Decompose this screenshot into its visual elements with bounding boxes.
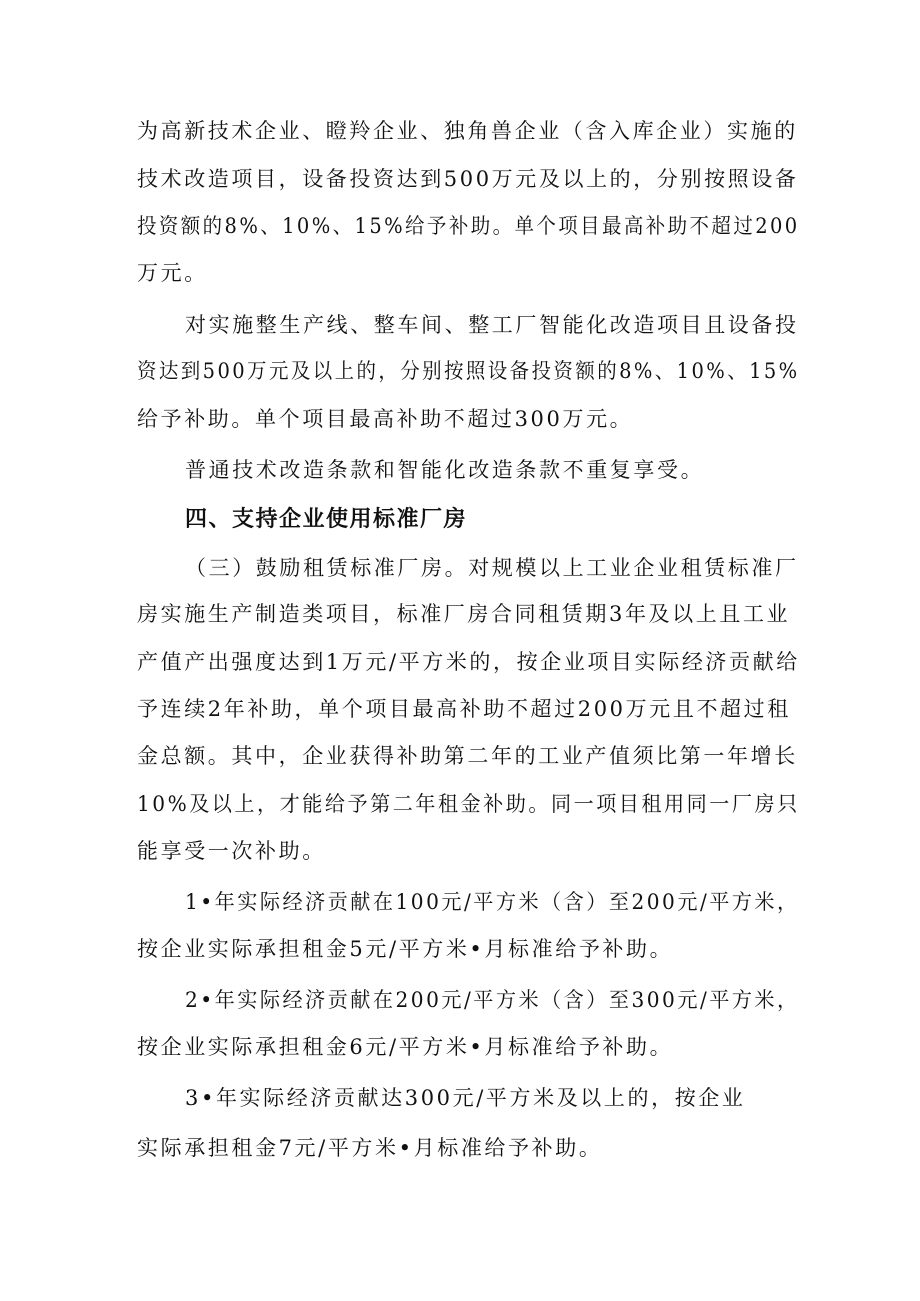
paragraph-4-line-4: 予连续2年补助，单个项目最高补助不超过200万元且不超过租: [137, 697, 791, 721]
paragraph-2-line-3: 给予补助。单个项目最高补助不超过300万元。: [137, 407, 634, 431]
paragraph-4-line-7: 能享受一次补助。: [137, 839, 326, 863]
paragraph-4-line-2: 房实施生产制造类项目，标准厂房合同租赁期3年及以上且工业: [137, 602, 791, 626]
paragraph-3-line-1: 普通技术改造条款和智能化改造条款不重复享受。: [185, 458, 705, 482]
paragraph-1-line-1: 为高新技术企业、瞪羚企业、独角兽企业（含入库企业）实施的: [137, 119, 798, 143]
paragraph-4-line-5: 金总额。其中，企业获得补助第二年的工业产值须比第一年增长: [137, 744, 798, 768]
paragraph-4-line-6: 10%及以上，才能给予第二年租金补助。同一项目租用同一厂房只: [137, 792, 800, 816]
section-heading: 四、支持企业使用标准厂房: [185, 507, 468, 532]
item-1-line-1: 1•年实际经济贡献在100元/平方米（含）至200元/平方米，: [185, 890, 800, 914]
item-2-line-2: 按企业实际承担租金6元/平方米•月标准给予补助。: [137, 1035, 674, 1059]
paragraph-1-line-3: 投资额的8%、10%、15%给予补助。单个项目最高补助不超过200: [137, 214, 800, 238]
item-1-line-2: 按企业实际承担租金5元/平方米•月标准给予补助。: [137, 937, 674, 961]
item-3-line-2: 实际承担租金7元/平方米•月标准给予补助。: [137, 1136, 603, 1160]
item-3-line-1: 3•年实际经济贡献达300元/平方米及以上的，按企业: [185, 1086, 746, 1110]
paragraph-1-line-2: 技术改造项目，设备投资达到500万元及以上的，分别按照设备: [137, 167, 799, 191]
paragraph-2-line-1: 对实施整生产线、整车间、整工厂智能化改造项目且设备投: [185, 313, 799, 337]
paragraph-1-line-4: 万元。: [137, 261, 208, 285]
paragraph-2-line-2: 资达到500万元及以上的，分别按照设备投资额的8%、10%、15%: [137, 359, 800, 383]
paragraph-4-line-3: 产值产出强度达到1万元/平方米的，按企业项目实际经济贡献给: [137, 650, 800, 674]
paragraph-4-line-1: （三）鼓励租赁标准厂房。对规模以上工业企业租赁标准厂: [185, 556, 799, 580]
item-2-line-1: 2•年实际经济贡献在200元/平方米（含）至300元/平方米，: [185, 988, 800, 1012]
